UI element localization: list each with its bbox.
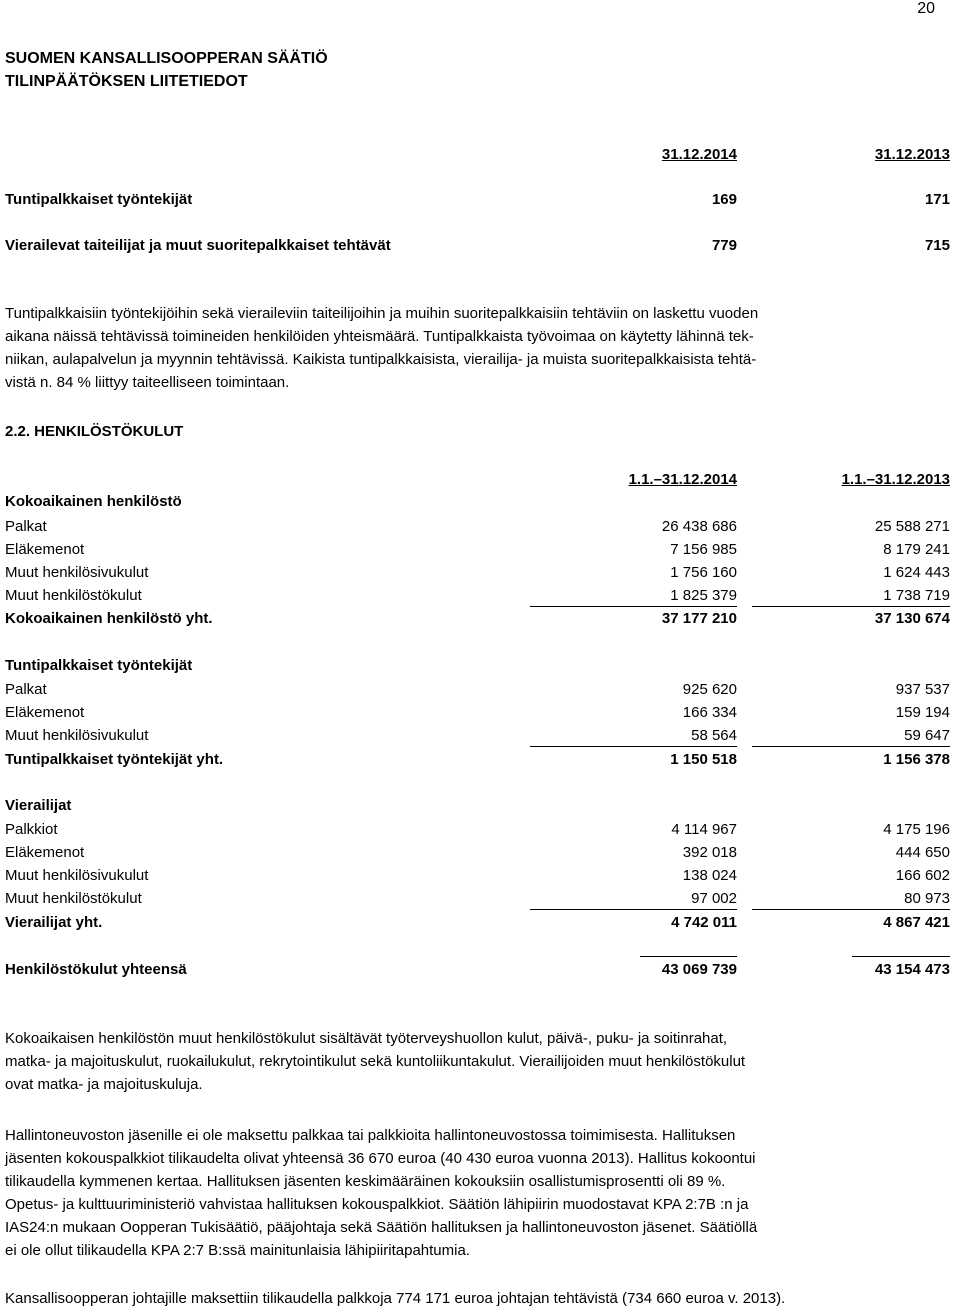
row-value-2013: 159 194 — [895, 704, 950, 721]
paragraph-line: Kansallisoopperan johtajille maksettiin tilikaudella palkkoja 774 171 euroa johtajan tehtävistä (734 660 euroa v. 2013). — [5, 1290, 786, 1307]
row-label: Palkat — [5, 681, 47, 698]
row-value-2014: 166 334 — [682, 704, 737, 721]
row-value-2014: 138 024 — [682, 867, 737, 884]
grand-total-value-2014: 43 069 739 — [661, 961, 737, 978]
grand-total-rule — [852, 956, 950, 957]
paragraph-line: Kokoaikaisen henkilöstön muut henkilöstökulut sisältävät työterveyshuollon kulut, päivä-, puku- ja soitinrahat, — [5, 1030, 728, 1047]
column-header-2013: 31.12.2013 — [874, 146, 950, 163]
row-label: Muut henkilösivukulut — [5, 727, 149, 744]
subtotal-rule — [752, 909, 950, 910]
total-value-2014: 4 742 011 — [671, 914, 737, 931]
row-value-2014: 7 156 985 — [670, 541, 737, 558]
row-label: Palkat — [5, 518, 47, 535]
row-label: Muut henkilöstökulut — [5, 890, 142, 907]
total-value-2013: 1 156 378 — [883, 751, 950, 768]
row-label: Tuntipalkkaiset työntekijät — [5, 191, 193, 208]
section-title: 2.2. HENKILÖSTÖKULUT — [5, 423, 184, 440]
row-label: Eläkemenot — [5, 704, 85, 721]
total-label: Tuntipalkkaiset työntekijät yht. — [5, 751, 224, 768]
row-value-2014: 779 — [711, 237, 737, 254]
group-heading: Vierailijat — [5, 797, 72, 814]
column-header-2014: 1.1.–31.12.2014 — [628, 471, 737, 488]
subtotal-rule — [530, 746, 737, 747]
paragraph-line: ei ole ollut tilikaudella KPA 2:7 B:ssä mainitunlaisia lähipiiritapahtumia. — [5, 1242, 470, 1259]
group-heading: Tuntipalkkaiset työntekijät — [5, 657, 193, 674]
row-label: Muut henkilösivukulut — [5, 867, 149, 884]
row-value-2014: 97 002 — [691, 890, 737, 907]
employee-note-paragraph — [5, 302, 950, 394]
row-value-2013: 1 738 719 — [883, 587, 950, 604]
total-value-2014: 1 150 518 — [670, 751, 737, 768]
row-value-2014: 169 — [711, 191, 737, 208]
total-label: Kokoaikainen henkilöstö yht. — [5, 610, 213, 627]
grand-total-value-2013: 43 154 473 — [874, 961, 950, 978]
grand-total-rule — [640, 956, 737, 957]
row-value-2013: 171 — [924, 191, 950, 208]
page-number: 20 — [917, 0, 935, 17]
paragraph-line: IAS24:n mukaan Oopperan Tukisäätiö, pääjohtaja sekä Säätiön hallituksen ja hallintoneuvoston jäsenet. Säätiöllä — [5, 1219, 758, 1236]
row-value-2013: 4 175 196 — [883, 821, 950, 838]
row-value-2014: 58 564 — [691, 727, 737, 744]
row-label: Eläkemenot — [5, 541, 85, 558]
paragraph-line: Tuntipalkkaisiin työntekijöihin sekä vieraileviin taiteilijoihin ja muihin suoritepalkkaisiin tehtäviin on laskettu vuoden — [5, 305, 759, 322]
row-value-2013: 715 — [924, 237, 950, 254]
paragraph-line: vistä n. 84 % liittyy taiteelliseen toimintaan. — [5, 374, 290, 391]
other-costs-note-paragraph — [5, 1027, 950, 1096]
grand-total-label: Henkilöstökulut yhteensä — [5, 961, 187, 978]
row-value-2013: 1 624 443 — [883, 564, 950, 581]
paragraph-line: jäsenten kokouspalkkiot tilikaudelta olivat yhteensä 36 670 euroa (40 430 euroa vuonna 2013). Hallitus kokoontui — [5, 1150, 756, 1167]
row-value-2014: 26 438 686 — [661, 518, 737, 535]
subtotal-rule — [752, 606, 950, 607]
row-value-2013: 80 973 — [904, 890, 950, 907]
row-value-2013: 166 602 — [895, 867, 950, 884]
paragraph-line: Hallintoneuvoston jäsenille ei ole maksettu palkkaa tai palkkioita hallintoneuvostossa toimimisesta. Hallituksen — [5, 1127, 736, 1144]
row-label: Eläkemenot — [5, 844, 85, 861]
total-value-2013: 37 130 674 — [874, 610, 950, 627]
paragraph-line: matka- ja majoituskulut, ruokailukulut, rekrytointikulut sekä kuntoliikuntakulut. Vierailijoiden muut henkilöstökulut — [5, 1053, 746, 1070]
paragraph-line: tilikaudella kymmenen kertaa. Hallituksen jäsenten keskimääräinen kokouksiin osallistumisprosentti oli 89 %. — [5, 1173, 726, 1190]
paragraph-line: aikana näissä tehtävissä toimineiden henkilöiden yhteismäärä. Tuntipalkkaista työvoimaa on käytetty lähinnä tek- — [5, 328, 754, 345]
paragraph-line: niikan, aulapalvelun ja myynnin tehtävissä. Kaikista tuntipalkkaisista, vierailija- ja muista suoritepalkkaisista tehtä- — [5, 351, 757, 368]
total-label: Vierailijat yht. — [5, 914, 103, 931]
total-value-2014: 37 177 210 — [661, 610, 737, 627]
document-title: TILINPÄÄTÖKSEN LIITETIEDOT — [5, 73, 248, 90]
row-label: Palkkiot — [5, 821, 58, 838]
organization-title: SUOMEN KANSALLISOOPPERAN SÄÄTIÖ — [5, 50, 328, 67]
column-header-2013: 1.1.–31.12.2013 — [841, 471, 950, 488]
subtotal-rule — [530, 606, 737, 607]
paragraph-line: ovat matka- ja majoituskuluja. — [5, 1076, 203, 1093]
row-value-2014: 925 620 — [682, 681, 737, 698]
subtotal-rule — [530, 909, 737, 910]
row-value-2013: 444 650 — [895, 844, 950, 861]
paragraph-line: Opetus- ja kulttuuriministeriö vahvistaa hallituksen kokouspalkkiot. Säätiön lähipiirin muodostavat KPA 2:7B :n ja — [5, 1196, 749, 1213]
row-value-2013: 8 179 241 — [883, 541, 950, 558]
row-value-2014: 392 018 — [682, 844, 737, 861]
row-label: Vierailevat taiteilijat ja muut suoritepalkkaiset tehtävät — [5, 237, 391, 254]
group-heading: Kokoaikainen henkilöstö — [5, 493, 182, 510]
row-label: Muut henkilösivukulut — [5, 564, 149, 581]
subtotal-rule — [752, 746, 950, 747]
row-value-2014: 1 825 379 — [670, 587, 737, 604]
row-value-2013: 937 537 — [895, 681, 950, 698]
column-header-2014: 31.12.2014 — [661, 146, 737, 163]
board-remuneration-paragraph — [5, 1124, 950, 1262]
row-value-2014: 4 114 967 — [671, 821, 737, 838]
row-value-2013: 25 588 271 — [874, 518, 950, 535]
row-label: Muut henkilöstökulut — [5, 587, 142, 604]
directors-salaries-paragraph — [5, 1287, 950, 1310]
row-value-2013: 59 647 — [904, 727, 950, 744]
total-value-2013: 4 867 421 — [883, 914, 950, 931]
row-value-2014: 1 756 160 — [670, 564, 737, 581]
